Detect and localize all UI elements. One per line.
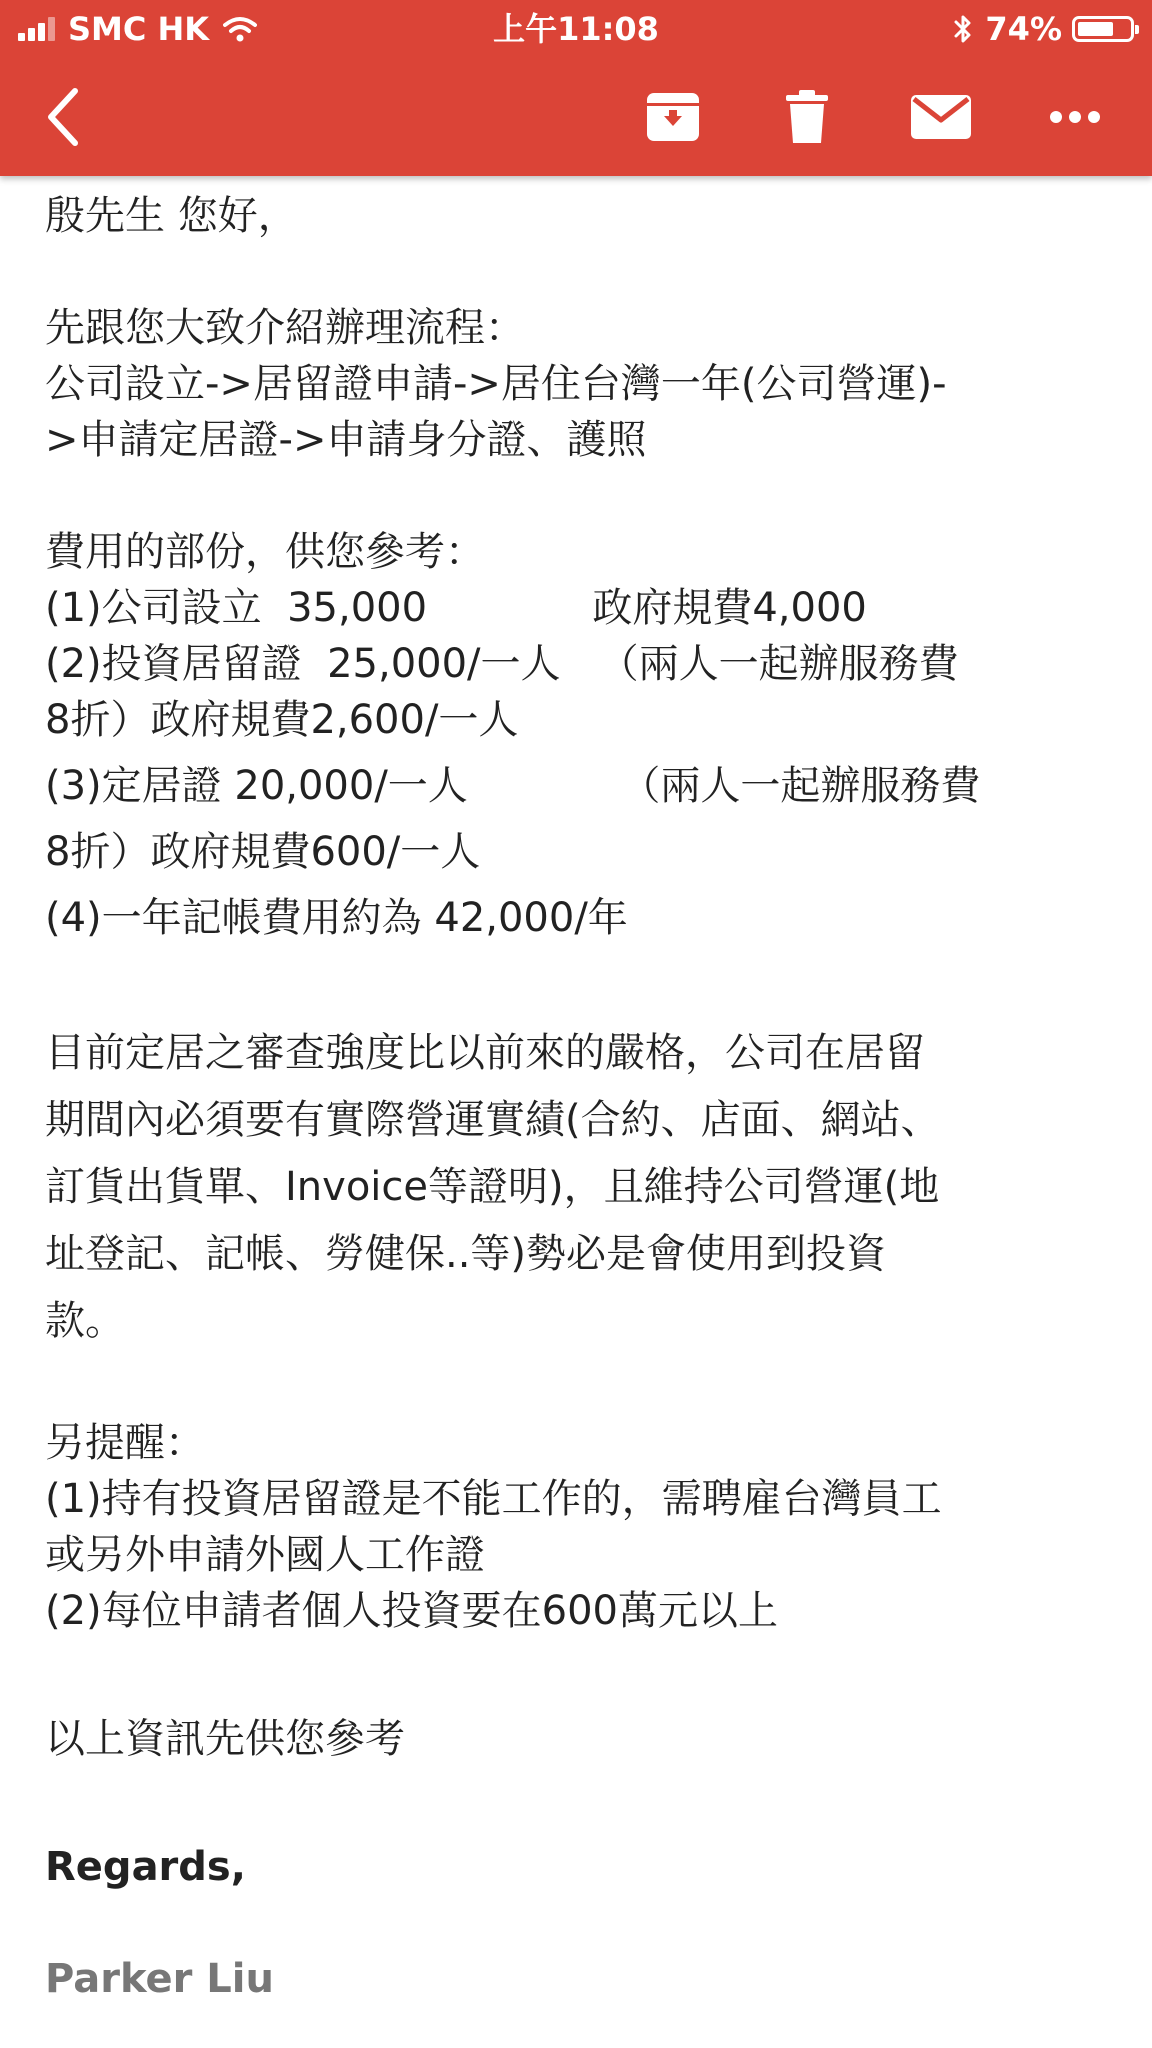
reminder-item: (1)持有投資居留證是不能工作的，需聘雇台灣員工 [45,1476,942,1522]
review-line: 期間內必須要有實際營運實績(合約、店面、網站、 [45,1097,941,1143]
signature: Parker Liu [45,1956,274,2002]
reminder-heading: 另提醒： [45,1420,205,1466]
back-button[interactable] [28,58,98,176]
intro-heading: 先跟您大致介紹辦理流程： [45,305,525,351]
email-body [45,176,1115,2007]
archive-icon [644,90,702,144]
process-line: 公司設立->居留證申請->居住台灣一年(公司營運)- [45,361,947,407]
delete-icon [784,89,830,145]
fee-item: 8折）政府規費2,600/一人 [45,697,519,743]
review-line: 目前定居之審查強度比以前來的嚴格，公司在居留 [45,1030,925,1076]
clock: 上午11:08 [493,10,659,48]
fee-item: (1)公司設立 35,000 政府規費4,000 [45,585,867,631]
mark-unread-icon [910,94,972,140]
archive-button[interactable] [636,58,710,176]
status-bar [0,0,1152,58]
battery-percent: 74% [985,10,1062,48]
more-button[interactable] [1040,58,1110,176]
fee-item: (2)投資居留證 25,000/一人 （兩人一起辦服務費 [45,641,959,687]
app-bar [0,0,1152,176]
back-icon [43,87,83,147]
carrier-label: SMC HK [68,10,210,48]
reminder-item: (2)每位申請者個人投資要在600萬元以上 [45,1588,779,1634]
reminder-item: 或另外申請外國人工作證 [45,1532,485,1578]
mark-unread-button[interactable] [902,58,980,176]
closing: 以上資訊先供您參考 [45,1716,405,1762]
fee-item: 8折）政府規費600/一人 [45,829,481,875]
toolbar [0,58,1152,176]
bluetooth-icon [953,14,973,44]
review-line: 款。 [45,1298,125,1344]
review-line: 訂貨出貨單、Invoice等證明)，且維持公司營運(地 [45,1164,940,1210]
fee-item: (4)一年記帳費用約為 42,000/年 [45,895,628,941]
regards: Regards, [45,1844,246,1890]
fee-item: (3)定居證 20,000/一人 （兩人一起辦服務費 [45,763,981,809]
delete-button[interactable] [770,58,844,176]
more-icon [1049,110,1101,124]
process-line: >申請定居證->申請身分證、護照 [45,417,647,463]
review-line: 址登記、記帳、勞健保..等)勢必是會使用到投資 [45,1231,887,1277]
battery-icon [1072,16,1134,42]
status-right [953,0,1134,58]
fees-heading: 費用的部份，供您參考： [45,529,485,575]
greeting: 殷先生 您好， [45,193,298,239]
